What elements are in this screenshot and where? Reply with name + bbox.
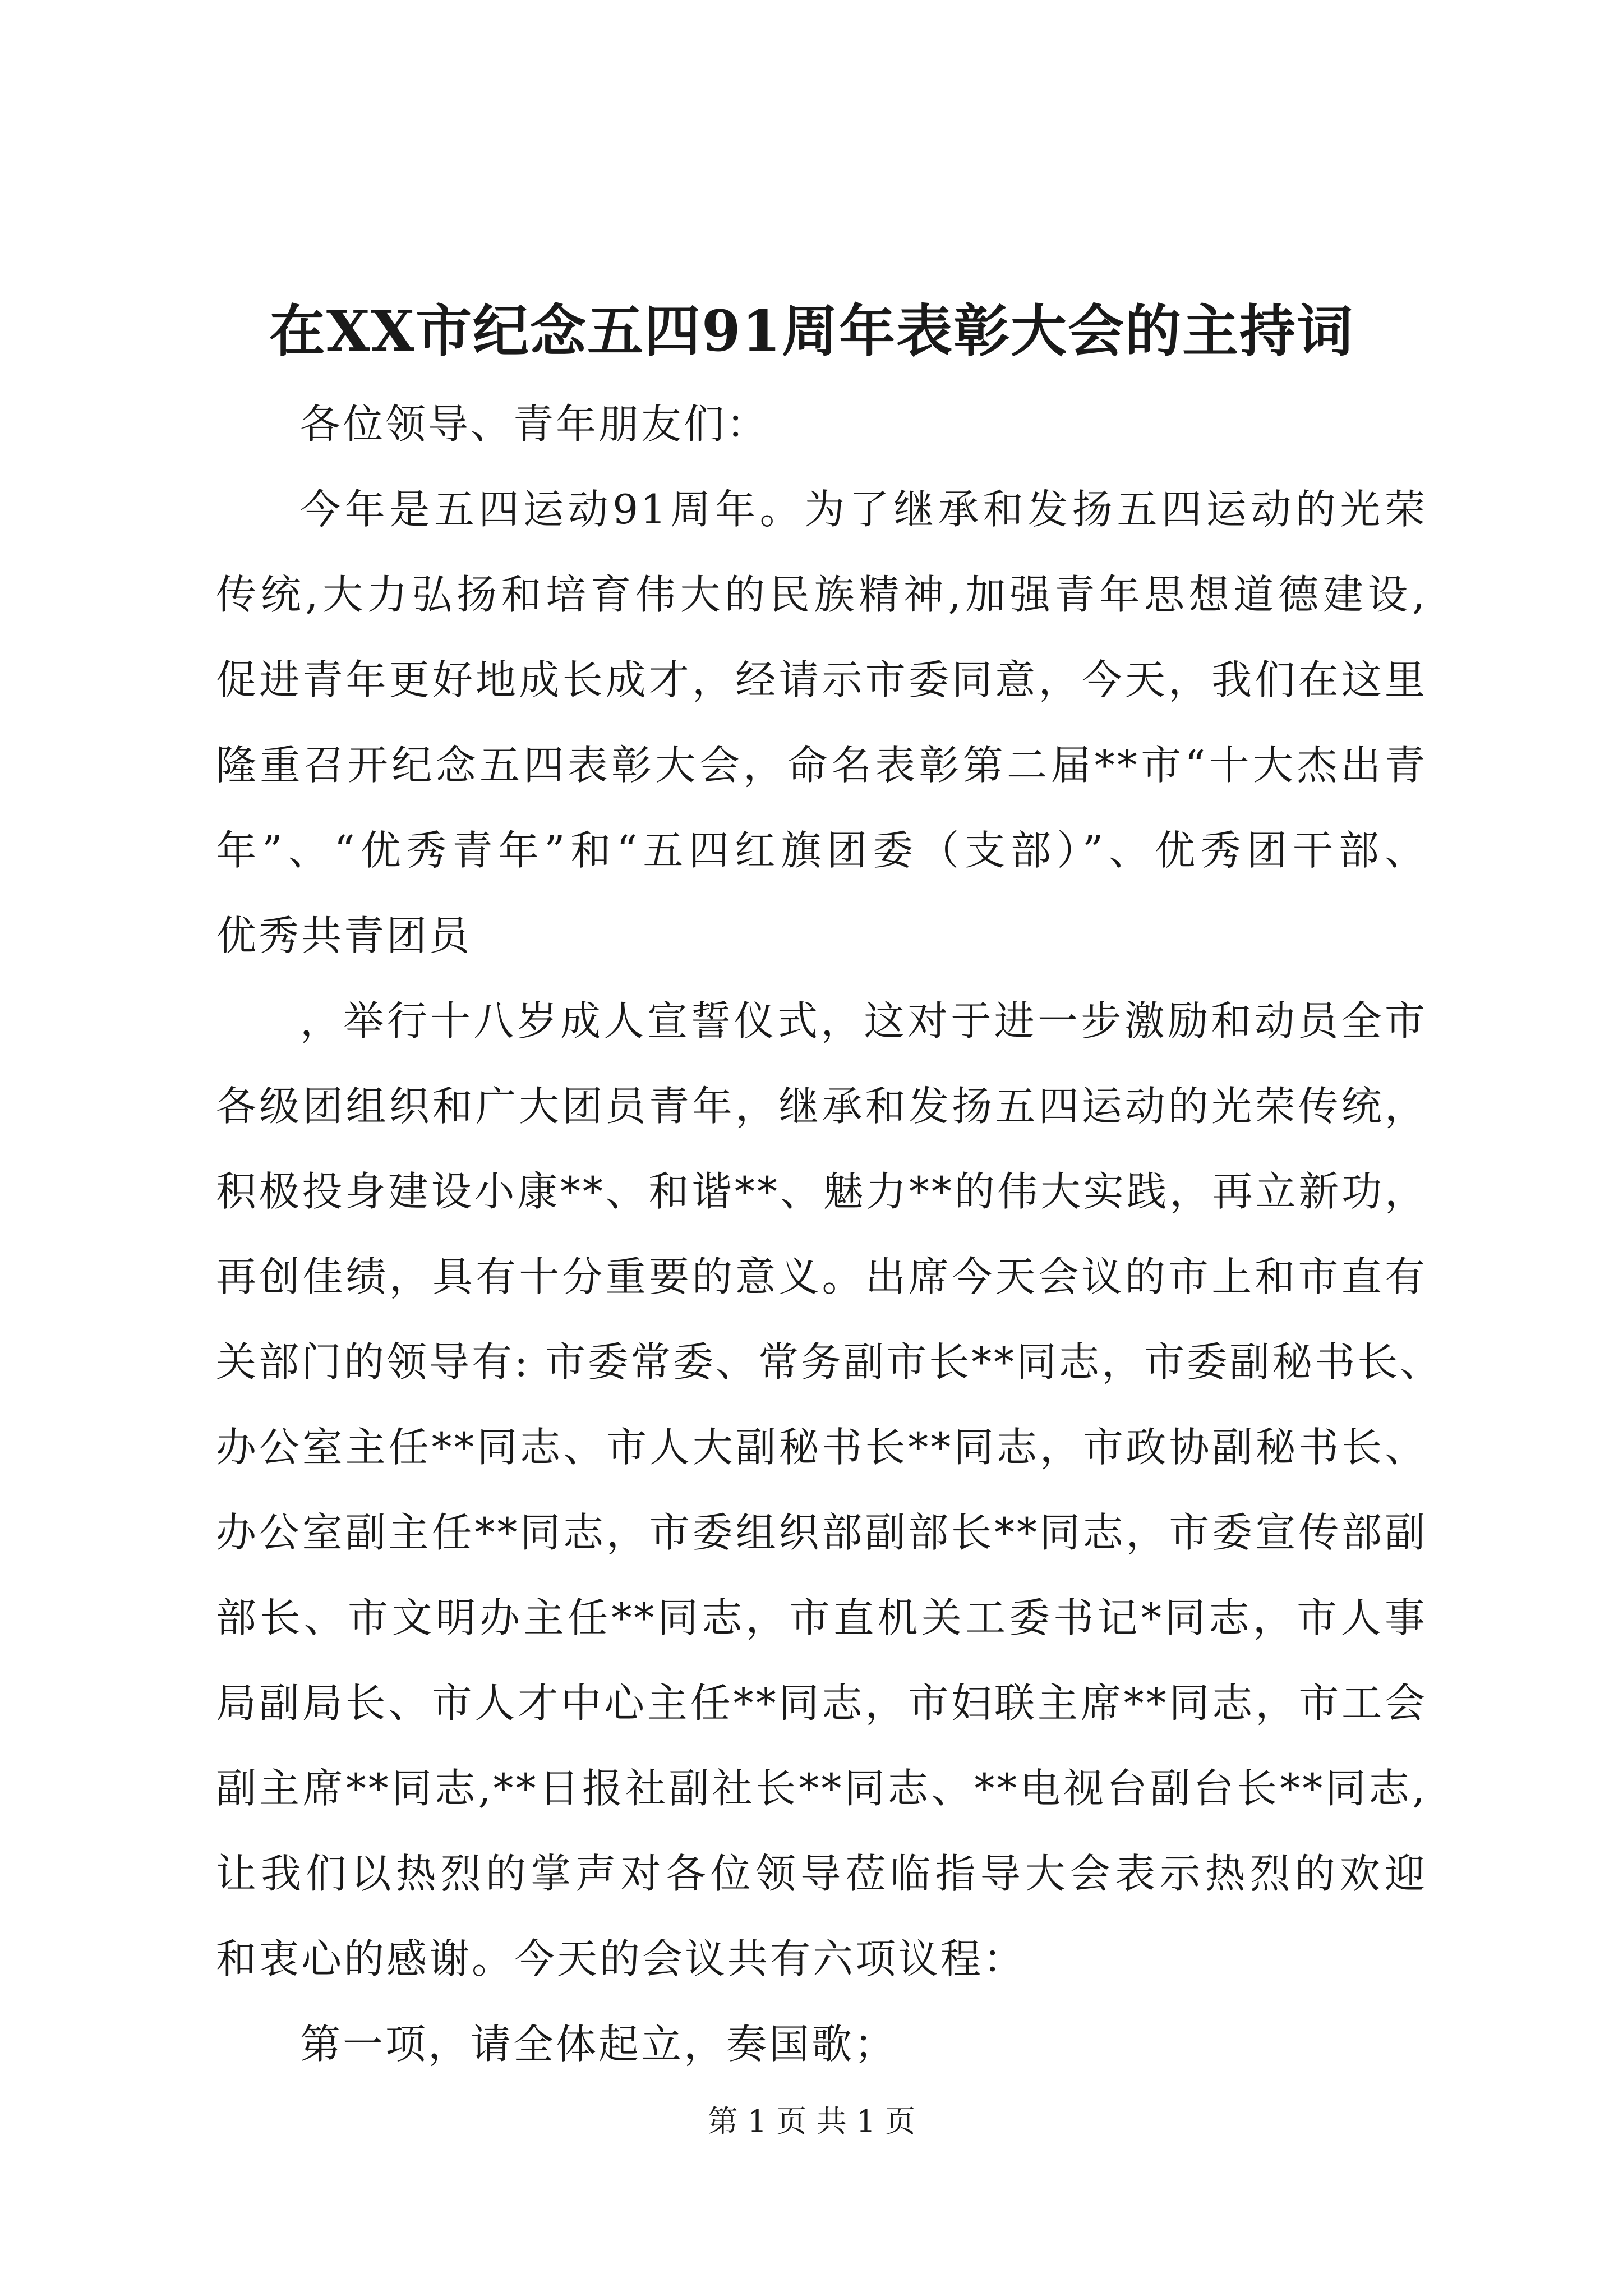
paragraph-line: 年”、“优秀青年”和“五四红旗团委（支部）”、优秀团干部、 [216, 827, 1427, 874]
paragraph-line: 各级团组织和广大团员青年，继承和发扬五四运动的光荣传统， [216, 1083, 1427, 1130]
paragraph-line: 隆重召开纪念五四表彰大会，命名表彰第二届**市“十大杰出青 [216, 742, 1427, 789]
paragraph-line: 优秀共青团员 [216, 912, 472, 959]
agenda-item-line: 第一项，请全体起立，奏国歌； [300, 2021, 897, 2068]
paragraph-line: 局副局长、市人才中心主任**同志，市妇联主席**同志，市工会 [216, 1680, 1427, 1727]
paragraph-line: ，举行十八岁成人宣誓仪式，这对于进一步激励和动员全市 [300, 997, 1427, 1045]
paragraph-line: 部长、市文明办主任**同志，市直机关工委书记*同志，市人事 [216, 1594, 1427, 1641]
document-body [216, 381, 1443, 2087]
salutation-line: 各位领导、青年朋友们： [300, 401, 769, 448]
paragraph-line: 办公室副主任**同志，市委组织部副部长**同志，市委宣传部副 [216, 1509, 1427, 1556]
page-footer: 第 1 页 共 1 页 [707, 2104, 916, 2139]
paragraph-line: 办公室主任**同志、市人大副秘书长**同志，市政协副秘书长、 [216, 1424, 1427, 1471]
document-title: 在XX市纪念五四91周年表彰大会的主持词 [269, 298, 1354, 364]
paragraph-line: 促进青年更好地成长成才，经请示市委同意，今天，我们在这里 [216, 656, 1427, 703]
paragraph-line: 再创佳绩，具有十分重要的意义。出席今天会议的市上和市直有 [216, 1253, 1427, 1300]
paragraph-line: 今年是五四运动91周年。为了继承和发扬五四运动的光荣 [300, 486, 1427, 533]
paragraph-line: 关部门的领导有: 市委常委、常务副市长**同志，市委副秘书长、 [216, 1338, 1443, 1386]
paragraph-line: 让我们以热烈的掌声对各位领导莅临指导大会表示热烈的欢迎 [216, 1850, 1427, 1897]
paragraph-line: 和衷心的感谢。今天的会议共有六项议程： [216, 1935, 1026, 1982]
paragraph-line: 积极投身建设小康**、和谐**、魅力**的伟大实践，再立新功， [216, 1168, 1427, 1215]
paragraph-line: 传统,大力弘扬和培育伟大的民族精神,加强青年思想道德建设, [216, 571, 1427, 618]
paragraph-line: 副主席**同志,**日报社副社长**同志、**电视台副台长**同志, [216, 1765, 1427, 1812]
